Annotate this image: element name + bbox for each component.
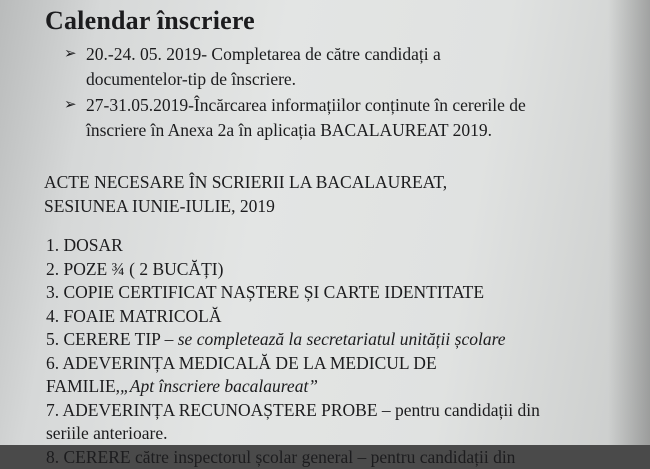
list-item: [46, 352, 636, 399]
list-item: [46, 328, 636, 352]
list-item: 1. DOSAR: [46, 234, 636, 258]
documents-list: [46, 234, 636, 469]
list-item-text: FAMILIE,: [46, 376, 120, 396]
list-item-note: „Apt înscriere bacalaureat”: [120, 376, 318, 396]
list-item: [46, 399, 636, 446]
list-item: 3. COPIE CERTIFICAT NAȘTERE ȘI CARTE IDENTITATE: [46, 281, 636, 305]
calendar-item-line: 20.-24. 05. 2019- Completarea de către candidați a: [64, 42, 612, 67]
section-heading-line: SESIUNEA IUNIE-IULIE, 2019: [44, 194, 447, 218]
list-item-note: se completează la secretariatul unității școlare: [178, 329, 506, 349]
list-item-text: 5. CERERE TIP –: [46, 329, 178, 349]
calendar-item: [64, 42, 612, 92]
list-item: 4. FOAIE MATRICOLĂ: [46, 305, 636, 329]
arrow-bullet-icon: ➢: [64, 42, 77, 67]
list-item-text: 6. ADEVERINȚA MEDICALĂ DE LA MEDICUL DE: [46, 352, 636, 376]
calendar-item: [64, 93, 612, 143]
list-item: 2. POZE ¾ ( 2 BUCĂȚI): [46, 258, 636, 282]
section-heading-line: ACTE NECESARE ÎN SCRIERII LA BACALAUREAT,: [44, 170, 447, 194]
calendar-item-line: documentelor-tip de înscriere.: [64, 67, 612, 92]
calendar-item-line: 27-31.05.2019-Încărcarea informațiilor conținute în cererile de: [64, 93, 612, 118]
list-item: 8. CERERE către inspectorul școlar general – pentru candidații din: [46, 446, 636, 469]
arrow-bullet-icon: ➢: [64, 93, 77, 118]
section-heading: [44, 170, 447, 218]
list-item-text: seriile anterioare.: [46, 422, 636, 446]
calendar-item-line: înscriere în Anexa 2a în aplicația BACALAUREAT 2019.: [64, 118, 612, 143]
list-item-text: 7. ADEVERINȚA RECUNOAȘTERE PROBE – pentru candidații din: [46, 399, 636, 423]
page-title: Calendar înscriere: [45, 6, 255, 36]
